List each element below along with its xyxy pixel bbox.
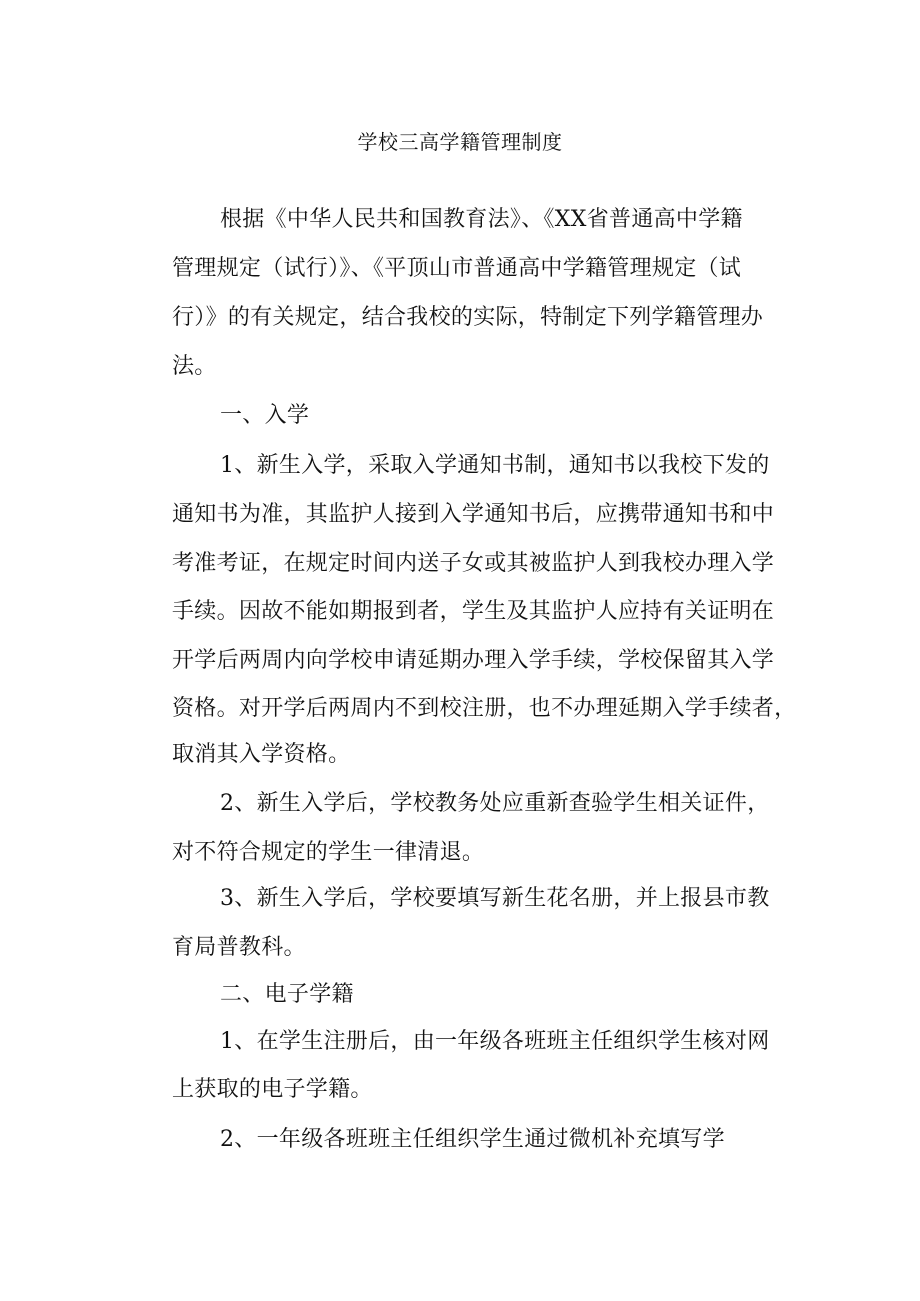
paragraph-line: 1、在学生注册后，由一年级各班班主任组织学生核对网	[220, 1029, 770, 1054]
paragraph-line: 上获取的电子学籍。	[172, 1077, 373, 1102]
paragraph-line: 考准考证，在规定时间内送子女或其被监护人到我校办理入学	[172, 551, 775, 576]
paragraph-line: 通知书为准，其监护人接到入学通知书后，应携带通知书和中	[172, 502, 775, 527]
paragraph-line: 取消其入学资格。	[172, 742, 351, 767]
paragraph-line: 管理规定（试行）》、《平顶山市普通高中学籍管理规定（试	[172, 256, 742, 281]
paragraph-line: 对不符合规定的学生一律清退。	[172, 840, 485, 865]
paragraph-line: 资格。对开学后两周内不到校注册，也不办理延期入学手续者，	[172, 696, 797, 721]
paragraph-line: 2、新生入学后，学校教务处应重新查验学生相关证件，	[220, 791, 770, 816]
paragraph-line: 1、新生入学，采取入学通知书制，通知书以我校下发的	[220, 453, 770, 478]
paragraph-line: 3、新生入学后，学校要填写新生花名册，并上报县市教	[220, 886, 770, 911]
paragraph-line: 开学后两周内向学校申请延期办理入学手续，学校保留其入学	[172, 648, 775, 673]
paragraph-line: 手续。因故不能如期报到者，学生及其监护人应持有关证明在	[172, 599, 775, 624]
document-title: 学校三高学籍管理制度	[357, 130, 563, 154]
paragraph-line: 育局普教科。	[172, 935, 306, 960]
paragraph-line: 行）》的有关规定，结合我校的实际，特制定下列学籍管理办	[172, 305, 764, 330]
section-heading: 一、入学	[220, 403, 310, 428]
paragraph-line: 法。	[172, 354, 217, 379]
section-heading: 二、电子学籍	[220, 982, 354, 1007]
paragraph-line: 根据《中华人民共和国教育法》、《XX省普通高中学籍	[220, 207, 743, 232]
paragraph-line: 2、一年级各班班主任组织学生通过微机补充填写学	[220, 1127, 725, 1152]
